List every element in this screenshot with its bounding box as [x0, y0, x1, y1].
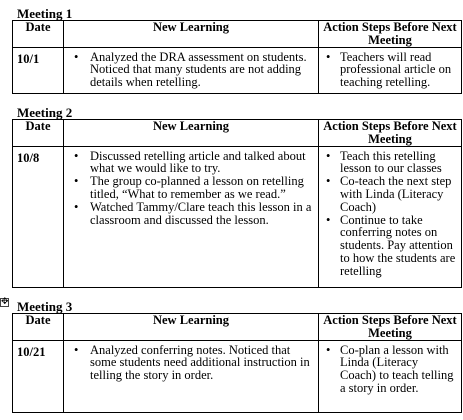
- new-learning-header: New Learning: [64, 314, 319, 341]
- list-item: • Analyzed the DRA assessment on students. Noticed that many students are not adding details when retelling.: [64, 51, 314, 89]
- list-item: • Teachers will read professional article on teaching retelling.: [319, 51, 457, 89]
- meeting-3-title: Meeting 3: [17, 299, 73, 314]
- list-item: • Analyzed conferring notes. Noticed that some students need additional instruction in telling the story in order.: [64, 344, 314, 382]
- table-row: [13, 340, 462, 412]
- list-item: • Co-plan a lesson with Linda (Literacy Coach) to teach telling a story in order.: [319, 344, 457, 395]
- date-header: Date: [13, 314, 64, 341]
- action-steps-cell: [319, 47, 462, 93]
- action-steps-header: Action Steps Before Next Meeting: [319, 21, 462, 48]
- date-header: Date: [13, 21, 64, 48]
- list-item: • Watched Tammy/Clare teach this lesson in a classroom and discussed the lesson.: [64, 201, 314, 227]
- list-item: • Teach this retelling lesson to our classes: [319, 150, 457, 176]
- new-learning-header: New Learning: [64, 120, 319, 147]
- list-item: • Discussed retelling article and talked about what we would like to try.: [64, 150, 314, 176]
- meeting-date: 10/1: [13, 47, 64, 93]
- action-steps-header: Action Steps Before Next Meeting: [319, 314, 462, 341]
- meeting-date: 10/21: [13, 340, 64, 412]
- new-learning-header: New Learning: [64, 21, 319, 48]
- action-steps-cell: [319, 340, 462, 412]
- meeting-date: 10/8: [13, 146, 64, 287]
- table-row: [13, 47, 462, 93]
- table-header-row: [13, 120, 462, 147]
- action-steps-cell: [319, 146, 462, 287]
- action-steps-header: Action Steps Before Next Meeting: [319, 120, 462, 147]
- new-learning-cell: [64, 47, 319, 93]
- meeting-2-table: [12, 119, 462, 288]
- date-header: Date: [13, 120, 64, 147]
- table-move-handle-icon[interactable]: ✥: [1, 297, 9, 307]
- list-item: • Continue to take conferring notes on students. Pay attention to how the students are retelling: [319, 214, 457, 278]
- table-row: [13, 146, 462, 287]
- meeting-1-title: Meeting 1: [17, 6, 73, 21]
- new-learning-cell: [64, 146, 319, 287]
- meeting-2-title: Meeting 2: [17, 105, 73, 120]
- new-learning-cell: [64, 340, 319, 412]
- table-header-row: [13, 314, 462, 341]
- meeting-1-table: [12, 20, 462, 94]
- table-header-row: [13, 21, 462, 48]
- list-item: • Co-teach the next step with Linda (Literacy Coach): [319, 175, 457, 213]
- list-item: • The group co-planned a lesson on retelling titled, “What to remember as we read.”: [64, 175, 314, 201]
- meeting-3-table: [12, 313, 462, 413]
